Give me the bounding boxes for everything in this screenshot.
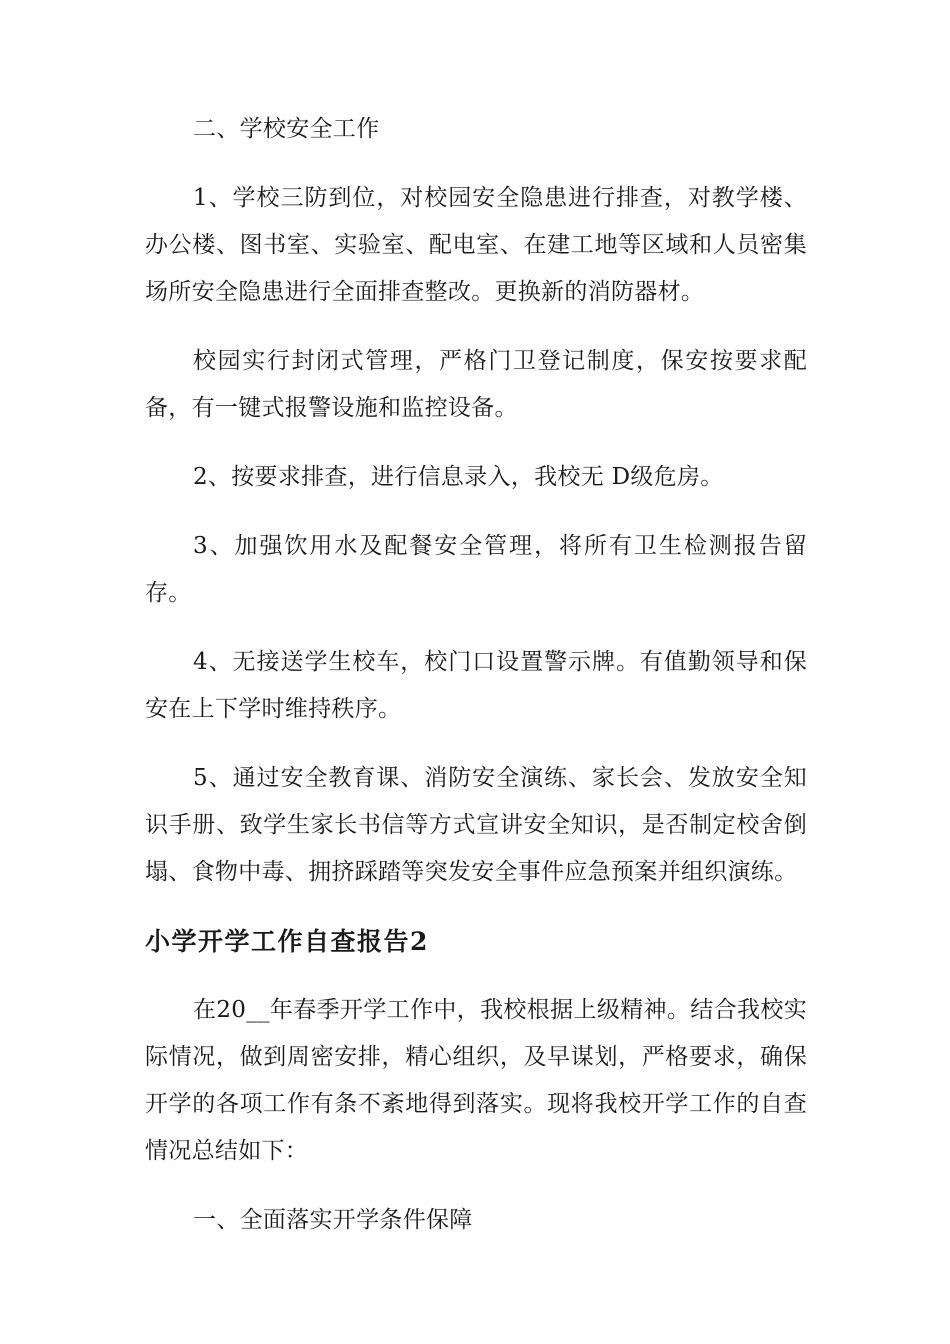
report-title: 小学开学工作自查报告2 — [145, 927, 429, 956]
report-intro-paragraph: 在20__年春季开学工作中，我校根据上级精神。结合我校实际情况，做到周密安排，精心组织，及早谋划，严格要求，确保开学的各项工作有条不紊地得到落实。现将我校开学工作的自查情况总结如下： — [145, 997, 807, 1164]
paragraph-item-1: 1、学校三防到位，对校园安全隐患进行排查，对教学楼、办公楼、图书室、实验室、配电室、在建工地等区域和人员密集场所安全隐患进行全面排查整改。更换新的消防器材。 — [145, 185, 807, 305]
paragraph-item-4: 4、无接送学生校车，校门口设置警示牌。有值勤领导和保安在上下学时维持秩序。 — [145, 649, 807, 722]
report-subheading-conditions: 一、全面落实开学条件保障 — [193, 1207, 473, 1233]
document-body — [145, 106, 807, 1266]
paragraph-item-5: 5、通过安全教育课、消防安全演练、家长会、发放安全知识手册、致学生家长书信等方式宣讲安全知识，是否制定校舍倒塌、食物中毒、拥挤踩踏等突发安全事件应急预案并组织演练。 — [145, 765, 807, 885]
paragraph-item-2: 2、按要求排查，进行信息录入，我校无 D级危房。 — [193, 464, 724, 490]
paragraph-item-3: 3、加强饮用水及配餐安全管理，将所有卫生检测报告留存。 — [145, 533, 807, 606]
section-heading-school-safety: 二、学校安全工作 — [193, 116, 380, 142]
paragraph-campus-management: 校园实行封闭式管理，严格门卫登记制度，保安按要求配备，有一键式报警设施和监控设备。 — [145, 348, 807, 421]
